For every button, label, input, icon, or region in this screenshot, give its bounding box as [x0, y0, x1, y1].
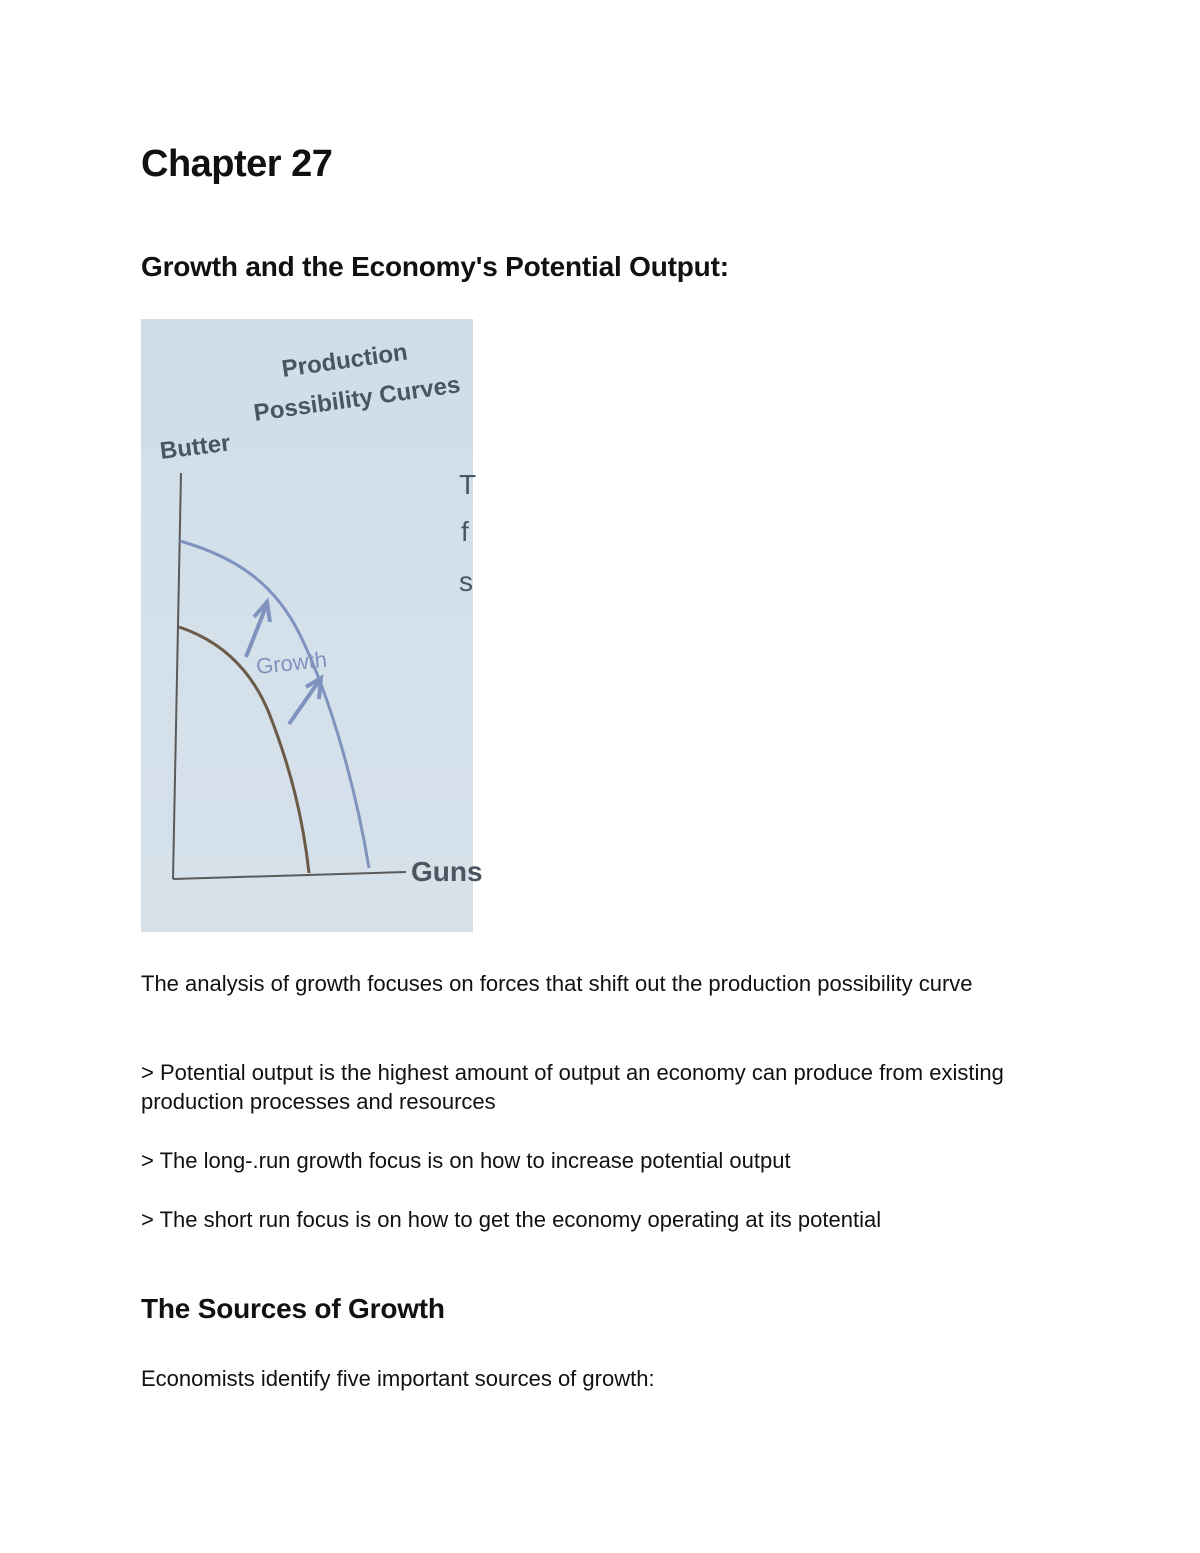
figure-title-line-1: Production — [280, 338, 410, 383]
y-axis-line — [173, 473, 181, 879]
bullet-short-run-focus: > The short run focus is on how to get the economy operating at its potential — [141, 1207, 882, 1232]
cropped-side-text-3: s — [459, 566, 473, 597]
ppc-figure-photo — [141, 319, 483, 932]
growth-label: Growth — [254, 646, 329, 679]
x-axis-label: Guns — [411, 856, 483, 887]
x-axis-line — [173, 872, 406, 879]
bullet-potential-output: > Potential output is the highest amount of output an economy can produce from existing production processes and resources — [141, 1060, 1004, 1114]
section-heading-sources-of-growth: The Sources of Growth — [141, 1293, 445, 1324]
paragraph-growth-analysis: The analysis of growth focuses on forces that shift out the production possibility curve — [141, 971, 973, 996]
cropped-side-text-2: f — [461, 516, 469, 547]
cropped-side-text-1: T — [459, 469, 477, 500]
y-axis-label: Butter — [158, 429, 232, 465]
growth-arrow-lower — [289, 681, 319, 724]
ppc-diagram — [141, 319, 483, 932]
chapter-title: Chapter 27 — [141, 143, 333, 185]
paragraph-sources-intro: Economists identify five important sources of growth: — [141, 1366, 655, 1391]
shifted-ppc-curve — [180, 541, 369, 868]
section-heading-potential-output: Growth and the Economy's Potential Output: — [141, 251, 729, 282]
figure-title-line-2: Possibility Curves — [252, 371, 462, 427]
bullet-long-run-focus: > The long-.run growth focus is on how to increase potential output — [141, 1148, 791, 1173]
